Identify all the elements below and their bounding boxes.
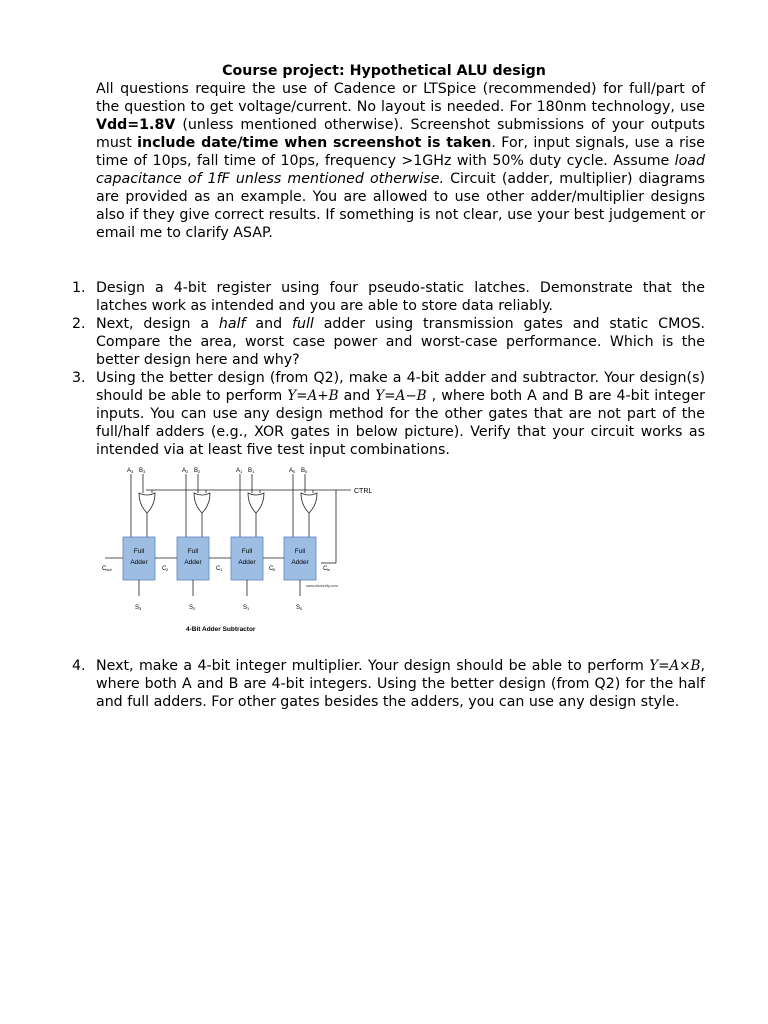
question-1 — [72, 279, 705, 315]
svg-text:Full: Full — [133, 548, 145, 555]
question-2 — [72, 315, 705, 369]
question-number: 2. — [72, 316, 86, 332]
question-text: adder using transmission gates and static CMOS. Compare the area, worst case power and worst-case performance. Which is the better design here and why? — [96, 316, 705, 368]
svg-text:in: in — [327, 567, 331, 572]
question-emphasis: half — [218, 316, 246, 332]
intro-paragraph — [96, 80, 705, 242]
stage-2 — [155, 468, 210, 611]
question-number: 4. — [72, 658, 86, 674]
cout-label: C — [102, 566, 107, 572]
svg-text:0: 0 — [293, 469, 296, 474]
adder-subtractor-diagram — [96, 460, 376, 640]
svg-text:1: 1 — [240, 469, 243, 474]
svg-text:S: S — [243, 605, 248, 611]
xor-gate-icon — [139, 493, 155, 513]
figure-watermark: www.elsiverify.com — [306, 584, 338, 588]
svg-text:A: A — [289, 468, 294, 474]
svg-text:Adder: Adder — [291, 559, 309, 566]
question-3 — [72, 369, 705, 459]
svg-text:A: A — [236, 468, 241, 474]
stage-1 — [209, 468, 264, 611]
svg-text:0: 0 — [273, 567, 276, 572]
svg-text:C: C — [162, 566, 167, 572]
question-text: and — [245, 316, 292, 332]
question-text: and — [338, 388, 376, 404]
xor-gate-icon — [194, 493, 210, 513]
xor-gate-icon — [301, 493, 317, 513]
svg-text:S: S — [135, 605, 140, 611]
svg-text:B: B — [301, 468, 306, 474]
svg-text:C: C — [216, 566, 221, 572]
stage-3 — [105, 468, 155, 611]
svg-text:Full: Full — [187, 548, 199, 555]
svg-text:2: 2 — [193, 606, 196, 611]
svg-text:S: S — [189, 605, 194, 611]
svg-text:B: B — [139, 468, 144, 474]
svg-text:1: 1 — [220, 567, 223, 572]
question-number: 3. — [72, 370, 86, 386]
svg-text:C: C — [269, 566, 274, 572]
svg-text:A: A — [127, 468, 132, 474]
figure-caption: 4-Bit Adder Subtractor — [186, 626, 256, 633]
svg-text:0: 0 — [300, 606, 303, 611]
document-title: Course project: Hypothetical ALU design — [222, 63, 546, 79]
question-text: Design a 4-bit register using four pseudo-static latches. Demonstrate that the latches work as intended and you are able to store data reliably. — [96, 280, 705, 314]
question-text: , where both A and B are 4-bit integer inputs. You can use any design method for the other gates that are not part of the full/half adders (e.g., XOR gates in below picture). Verify that your circuit works as intended via at least five test input combinations. — [96, 388, 706, 458]
svg-text:2: 2 — [198, 469, 201, 474]
svg-text:B: B — [194, 468, 199, 474]
equation-multiply: Y=A×B — [649, 658, 701, 674]
intro-load-note: load capacitance of 1fF unless mentioned otherwise. — [96, 153, 705, 187]
svg-text:Full: Full — [241, 548, 253, 555]
svg-text:B: B — [248, 468, 253, 474]
svg-text:Full: Full — [294, 548, 306, 555]
ctrl-label: CTRL — [354, 488, 373, 495]
question-list — [72, 279, 705, 459]
svg-text:1: 1 — [247, 606, 250, 611]
adder-subtractor-figure — [96, 460, 376, 640]
equation-add: Y=A+B — [287, 388, 339, 404]
question-text: Using the better design (from Q2), make a 4-bit adder and subtractor. Your design(s) should be able to perform — [96, 370, 705, 404]
question-text: Next, make a 4-bit integer multiplier. Your design should be able to perform — [96, 658, 650, 674]
intro-text: Circuit (adder, multiplier) diagrams are provided as an example. You are allowed to use other adder/multiplier designs also if they give correct results. If something is not clear, use your best judgement or email me to clarify ASAP. — [96, 171, 705, 241]
question-list-continued — [72, 657, 705, 711]
svg-text:out: out — [106, 567, 112, 572]
cin-label: C — [323, 566, 328, 572]
svg-text:3: 3 — [143, 469, 146, 474]
question-text: , where both A and B are 4-bit integers. Using the better design (from Q2) for the half and full adders. For other gates besides the adders, you can use any design style. — [96, 658, 705, 710]
svg-text:Adder: Adder — [238, 559, 256, 566]
svg-text:Adder: Adder — [184, 559, 202, 566]
intro-vdd: Vdd=1.8V — [96, 117, 176, 133]
intro-text: (unless mentioned otherwise). Screenshot submissions of your outputs must — [96, 117, 705, 151]
svg-text:A: A — [182, 468, 187, 474]
intro-text: . For, input signals, use a rise time of 10ps, fall time of 10ps, frequency >1GHz with 50% duty cycle. Assume — [96, 135, 706, 169]
svg-text:2: 2 — [166, 567, 169, 572]
svg-text:0: 0 — [305, 469, 308, 474]
intro-text: All questions require the use of Cadence or LTSpice (recommended) for full/part of the question to get voltage/current. No layout is needed. For 180nm technology, use — [96, 81, 705, 115]
intro-screenshot-note: include date/time when screenshot is taken — [137, 135, 492, 151]
svg-text:Adder: Adder — [130, 559, 148, 566]
stage-0 — [263, 468, 317, 611]
question-emphasis: full — [291, 316, 314, 332]
xor-gate-icon — [248, 493, 264, 513]
equation-subtract: Y=A−B — [375, 388, 427, 404]
question-text: Next, design a — [96, 316, 219, 332]
svg-text:3: 3 — [131, 469, 134, 474]
question-4 — [72, 657, 705, 711]
svg-text:1: 1 — [252, 469, 255, 474]
question-number: 1. — [72, 280, 86, 296]
svg-text:2: 2 — [186, 469, 189, 474]
svg-text:3: 3 — [139, 606, 142, 611]
svg-text:S: S — [296, 605, 301, 611]
